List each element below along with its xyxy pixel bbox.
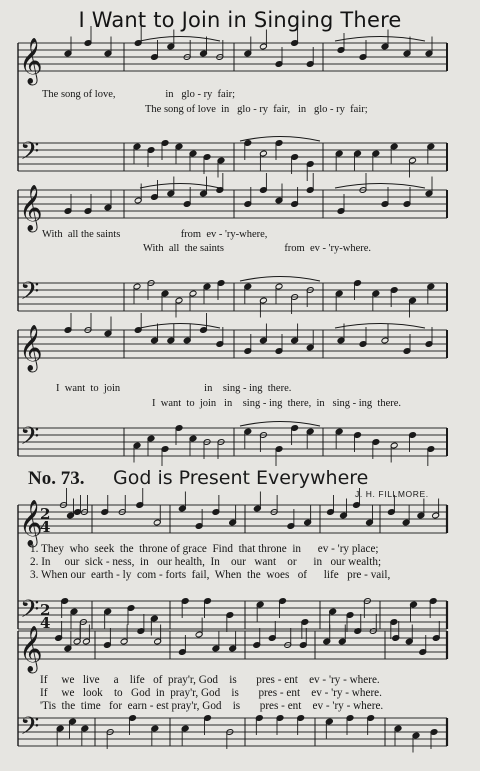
bass-clef: 𝄢	[20, 712, 40, 747]
composer-credit: J. H. FILLMORE.	[355, 489, 429, 499]
bass-staff	[18, 428, 447, 456]
tie	[240, 277, 320, 282]
lyric-line: I want to join in sing - ing there, in sing - ing there.	[152, 398, 402, 409]
verse-1-line-1: 1. They who seek the throne of grace Find that throne in ev - 'ry place;	[30, 543, 379, 555]
tie	[140, 184, 220, 189]
treble-staff	[18, 631, 447, 659]
hymn-number: No. 73.	[28, 468, 85, 489]
bass-clef: 𝄢	[20, 422, 40, 457]
bass-clef: 𝄢	[20, 595, 40, 630]
tie	[335, 37, 425, 42]
lyric-line: With all the saints from ev - 'ry-where,	[42, 229, 268, 240]
lyric-line: The song of love in glo - ry fair, in glo - ry fair;	[145, 104, 368, 115]
tie	[140, 324, 220, 329]
tie	[335, 324, 425, 329]
verse-1-line-2: If we live a life of pray'r, God is pres - ent ev - 'ry - where.	[40, 674, 380, 686]
time-signature: 4	[40, 614, 51, 632]
lyric-line: With all the saints from ev - 'ry-where.	[143, 243, 372, 254]
tie	[240, 422, 320, 427]
verse-2-line-2: If we look to God in pray'r, God is pres - ent ev - 'ry - where.	[40, 687, 382, 699]
bass-clef: 𝄢	[20, 277, 40, 312]
verse-3-line-2: 'Tis the time for earn - est pray'r, God is pres - ent ev - 'ry - where.	[40, 700, 384, 712]
treble-staff	[18, 330, 447, 358]
verse-3-line-1: 3. When our earth - ly com - forts fail, When the woes of life pre - vail,	[30, 569, 391, 581]
bass-staff	[18, 283, 447, 311]
time-signature: 2	[40, 601, 51, 619]
time-signature: 2	[40, 505, 51, 523]
lyric-line: The song of love, in glo - ry fair;	[42, 89, 236, 100]
tie	[335, 184, 425, 189]
treble-staff	[18, 505, 447, 533]
treble-clef: 𝄞	[19, 626, 43, 672]
hymn-title: I Want to Join in Singing There	[78, 8, 402, 32]
time-signature: 4	[40, 518, 51, 536]
verse-2-line-1: 2. In our sick - ness, in our health, In our want or in our wealth;	[30, 556, 382, 568]
hymn-title-2: God is Present Everywhere	[113, 467, 369, 489]
treble-clef: 𝄞	[19, 185, 43, 231]
treble-clef: 𝄞	[19, 500, 43, 546]
treble-clef: 𝄞	[19, 38, 43, 84]
treble-clef: 𝄞	[19, 325, 43, 371]
bass-clef: 𝄢	[20, 137, 40, 172]
bass-staff	[18, 143, 447, 171]
tie	[140, 37, 220, 42]
lyric-line: I want to join in sing - ing there.	[56, 383, 292, 394]
bass-staff	[18, 718, 447, 746]
